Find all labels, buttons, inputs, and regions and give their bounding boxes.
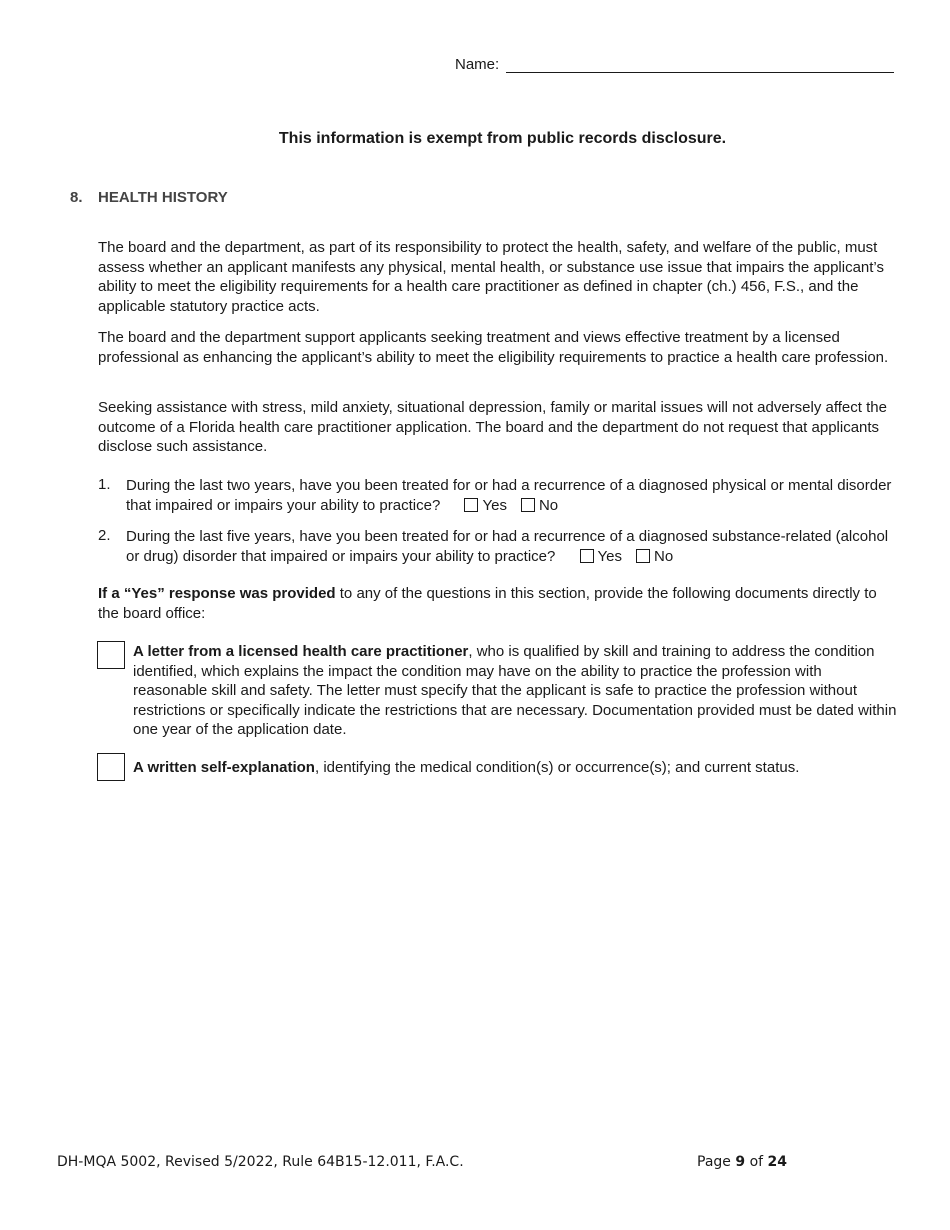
form-identifier: DH-MQA 5002, Revised 5/2022, Rule 64B15-12.011, F.A.C. [57, 1154, 464, 1170]
self-explanation-item [133, 758, 898, 778]
self-explanation-rest: , identifying the medical condition(s) or occurrence(s); and current status. [314, 759, 800, 776]
if-yes-bold: If a “Yes” response was provided [98, 585, 336, 602]
question-2-no-label: No [654, 547, 674, 565]
exemption-notice: This information is exempt from public records disclosure. [278, 130, 727, 147]
if-yes-rest: to any of the questions in this section, provide the following documents directly to the board office: [98, 585, 877, 622]
paragraph-treatment-support: The board and the department support applicants seeking treatment and views effective treatment by a licensed professional as enhancing the applicant’s ability to meet the eligibility requirements to practice a health care profession. [98, 329, 889, 366]
question-2-number: 2. [98, 527, 111, 544]
self-explanation-bold: A written self-explanation [133, 759, 315, 776]
letter-document-rest: , who is qualified by skill and training to address the condition identified, which explains the impact the condition may have on the ability to practice the profession with reasonable skill and safety. The letter must specify that the applicant is safe to practice the profession without restrictions or specifically indicate the restrictions that are necessary. Documentation provided must be dated within one year of the application date. [133, 643, 897, 739]
letter-document-checkbox[interactable] [97, 641, 125, 669]
paragraph-assistance-disclosure: Seeking assistance with stress, mild anxiety, situational depression, family or marital issues will not adversely affect the outcome of a Florida health care practitioner application. The board and the department do not request that applicants disclose such assistance. [98, 399, 887, 456]
question-1-text: During the last two years, have you been treated for or had a recurrence of a diagnosed physical or mental disorder that impaired or impairs your ability to practice? [126, 477, 892, 514]
section-number: 8. [70, 189, 83, 206]
letter-document-item [133, 642, 898, 740]
page-word: Page [697, 1154, 731, 1170]
letter-document-bold: A letter from a licensed health care practitioner [133, 643, 469, 660]
question-2-yes-checkbox[interactable] [580, 549, 594, 563]
page-total: 24 [767, 1154, 787, 1170]
question-1-no-checkbox[interactable] [521, 498, 535, 512]
question-1 [126, 476, 896, 515]
of-word: of [749, 1154, 764, 1170]
self-explanation-checkbox[interactable] [97, 753, 125, 781]
name-input-line[interactable] [506, 72, 894, 73]
page-number [697, 1154, 787, 1170]
question-1-no-label: No [538, 496, 559, 514]
question-2-text: During the last five years, have you been treated for or had a recurrence of a diagnosed substance-related (alcohol or drug) disorder that impaired or impairs your ability to practice? [126, 528, 889, 565]
question-1-yes-checkbox[interactable] [464, 498, 478, 512]
name-label: Name: [455, 56, 500, 73]
question-2-yes-label: Yes [597, 547, 623, 565]
question-1-number: 1. [98, 476, 111, 493]
question-1-yes-label: Yes [482, 496, 507, 514]
paragraph-board-responsibility: The board and the department, as part of its responsibility to protect the health, safety, and welfare of the public, must assess whether an applicant manifests any physical, mental health, or substance use issue that impairs the applicant’s ability to meet the eligibility requirements for a health care practitioner as defined in chapter (ch.) 456, F.S., and the applicable statutory practice acts. [98, 239, 884, 315]
page-current: 9 [735, 1154, 746, 1170]
question-2-no-checkbox[interactable] [636, 549, 650, 563]
if-yes-instructions [98, 584, 898, 623]
question-2 [126, 527, 896, 566]
section-title: HEALTH HISTORY [98, 189, 228, 206]
